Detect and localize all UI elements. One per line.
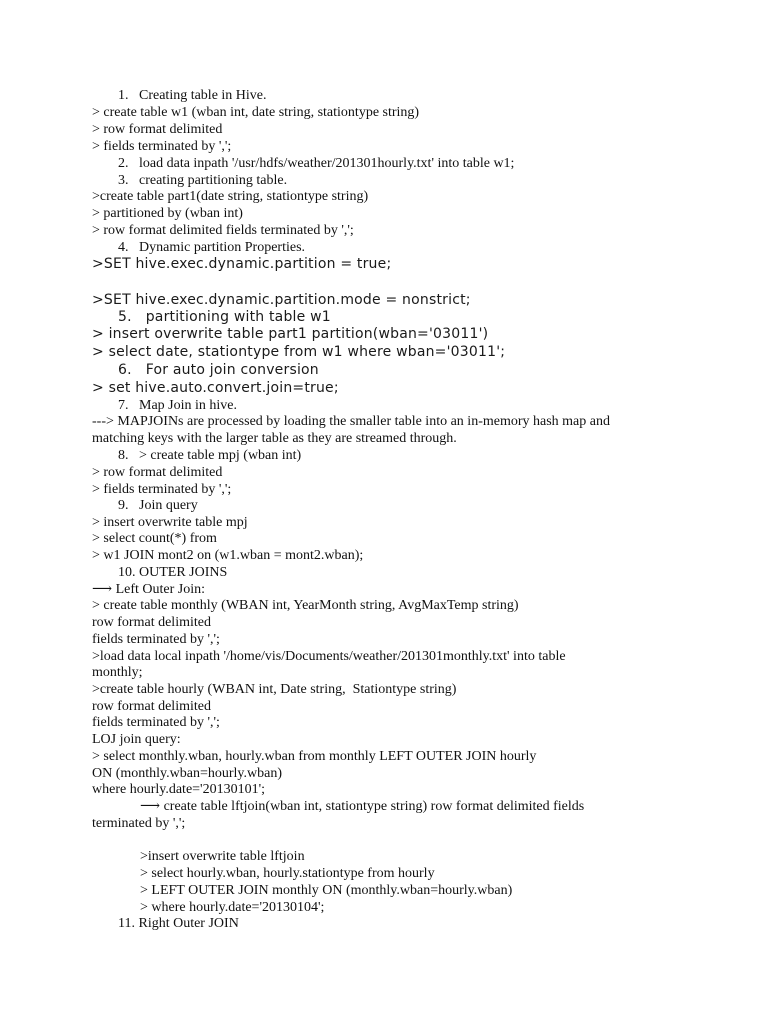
list-item-2: 2. load data inpath '/usr/hdfs/weather/201301hourly.txt' into table w1; [118, 156, 515, 171]
code-line: ⟶ create table lftjoin(wban int, stationtype string) row format delimited fields [140, 799, 585, 814]
list-item-5: 5. partitioning with table w1 [118, 309, 331, 325]
code-line: > insert overwrite table mpj [92, 515, 248, 530]
code-line: > row format delimited [92, 122, 223, 137]
code-line: > set hive.auto.convert.join=true; [92, 380, 339, 396]
code-line: row format delimited [92, 615, 211, 630]
code-line: > LEFT OUTER JOIN monthly ON (monthly.wban=hourly.wban) [140, 883, 513, 898]
code-line: >load data local inpath '/home/vis/Documents/weather/201301monthly.txt' into table [92, 649, 566, 664]
list-item-4: 4. Dynamic partition Properties. [118, 240, 306, 255]
paragraph-line: ---> MAPJOINs are processed by loading the smaller table into an in-memory hash map and [92, 414, 610, 429]
code-line: >create table part1(date string, stationtype string) [92, 189, 369, 204]
list-item-11: 11. Right Outer JOIN [118, 916, 239, 931]
code-line: monthly; [92, 665, 143, 680]
code-line: > w1 JOIN mont2 on (w1.wban = mont2.wban); [92, 548, 364, 563]
code-line: fields terminated by ','; [92, 632, 220, 647]
code-line: > select hourly.wban, hourly.stationtype from hourly [140, 866, 435, 881]
list-item-7: 7. Map Join in hive. [118, 398, 237, 413]
list-item-3: 3. creating partitioning table. [118, 173, 288, 188]
code-line: > row format delimited fields terminated by ','; [92, 223, 354, 238]
code-line: > fields terminated by ','; [92, 139, 232, 154]
code-line: row format delimited [92, 699, 211, 714]
list-item-8: 8. > create table mpj (wban int) [118, 448, 302, 463]
code-line: >create table hourly (WBAN int, Date string, Stationtype string) [92, 682, 457, 697]
paragraph-line: matching keys with the larger table as they are streamed through. [92, 431, 457, 446]
code-line: terminated by ','; [92, 816, 186, 831]
subheading: ⟶ Left Outer Join: [92, 582, 205, 597]
list-item-9: 9. Join query [118, 498, 198, 513]
code-line: > select date, stationtype from w1 where wban='03011'; [92, 344, 506, 360]
code-line: > create table w1 (wban int, date string, stationtype string) [92, 105, 420, 120]
code-line: >insert overwrite table lftjoin [140, 849, 305, 864]
code-line: > row format delimited [92, 465, 223, 480]
code-line: >SET hive.exec.dynamic.partition = true; [92, 256, 392, 272]
subheading: LOJ join query: [92, 732, 181, 747]
list-item-6: 6. For auto join conversion [118, 362, 319, 378]
code-line: > select count(*) from [92, 531, 217, 546]
code-line: > partitioned by (wban int) [92, 206, 243, 221]
code-line: > where hourly.date='20130104'; [140, 900, 325, 915]
code-line: > create table monthly (WBAN int, YearMonth string, AvgMaxTemp string) [92, 598, 519, 613]
code-line: where hourly.date='20130101'; [92, 782, 265, 797]
code-line: > insert overwrite table part1 partition(wban='03011') [92, 326, 489, 342]
code-line: fields terminated by ','; [92, 715, 220, 730]
code-line: ON (monthly.wban=hourly.wban) [92, 766, 282, 781]
code-line: > select monthly.wban, hourly.wban from monthly LEFT OUTER JOIN hourly [92, 749, 537, 764]
list-item-1: 1. Creating table in Hive. [118, 88, 267, 103]
code-line: > fields terminated by ','; [92, 482, 232, 497]
list-item-10: 10. OUTER JOINS [118, 565, 228, 580]
code-line: >SET hive.exec.dynamic.partition.mode = nonstrict; [92, 292, 471, 308]
